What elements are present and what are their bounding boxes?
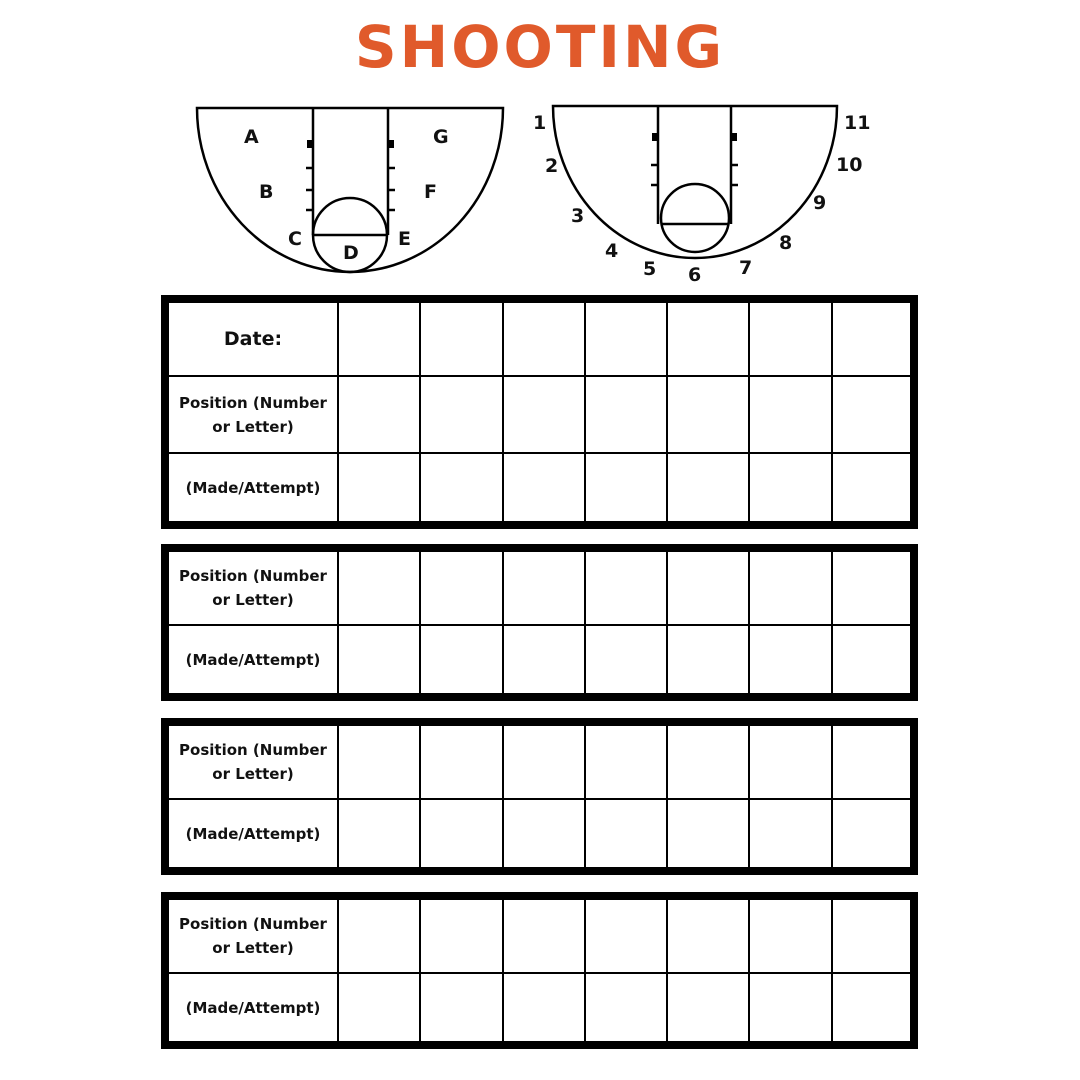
entry-cell[interactable] (503, 376, 585, 453)
made-attempt-row (165, 973, 914, 1045)
entry-cell[interactable] (667, 376, 749, 453)
entry-cell[interactable] (749, 973, 831, 1045)
entry-cell[interactable] (338, 896, 420, 973)
spot-label: 2 (545, 155, 559, 177)
spot-label: 5 (643, 258, 657, 280)
entry-cell[interactable] (503, 453, 585, 525)
spot-label: E (398, 228, 411, 250)
entry-cell[interactable] (503, 896, 585, 973)
spot-label: 4 (605, 240, 619, 262)
entry-cell[interactable] (420, 453, 502, 525)
made-attempt-label: (Made/Attempt) (165, 625, 338, 697)
entry-cell[interactable] (338, 376, 420, 453)
entry-cell[interactable] (503, 299, 585, 376)
spot-label: 6 (688, 264, 702, 286)
entry-cell[interactable] (420, 548, 502, 625)
entry-cell[interactable] (667, 973, 749, 1045)
entry-cell[interactable] (667, 453, 749, 525)
entry-cell[interactable] (585, 799, 667, 871)
spot-label: 10 (836, 154, 863, 176)
position-row (165, 722, 914, 799)
entry-cell[interactable] (832, 722, 914, 799)
entry-cell[interactable] (832, 625, 914, 697)
entry-cell[interactable] (832, 799, 914, 871)
spot-label: 1 (533, 112, 547, 134)
position-row (165, 548, 914, 625)
made-attempt-row (165, 625, 914, 697)
position-label: Position (Number or Letter) (179, 567, 327, 609)
entry-cell[interactable] (667, 722, 749, 799)
entry-cell[interactable] (749, 896, 831, 973)
entry-cell[interactable] (338, 299, 420, 376)
made-attempt-label: (Made/Attempt) (165, 973, 338, 1045)
shot-log-table-4 (161, 892, 918, 1049)
entry-cell[interactable] (338, 722, 420, 799)
entry-cell[interactable] (832, 896, 914, 973)
entry-cell[interactable] (832, 453, 914, 525)
entry-cell[interactable] (749, 548, 831, 625)
entry-cell[interactable] (338, 453, 420, 525)
entry-cell[interactable] (420, 722, 502, 799)
position-row (165, 376, 914, 453)
date-label: Date: (165, 299, 338, 376)
date-row (165, 299, 914, 376)
entry-cell[interactable] (420, 973, 502, 1045)
entry-cell[interactable] (420, 376, 502, 453)
entry-cell[interactable] (420, 896, 502, 973)
entry-cell[interactable] (667, 625, 749, 697)
entry-cell[interactable] (338, 799, 420, 871)
entry-cell[interactable] (585, 453, 667, 525)
entry-cell[interactable] (338, 625, 420, 697)
made-attempt-label: (Made/Attempt) (165, 799, 338, 871)
entry-cell[interactable] (832, 973, 914, 1045)
entry-cell[interactable] (749, 722, 831, 799)
shot-log-table-3 (161, 718, 918, 875)
spot-label: C (288, 228, 302, 250)
entry-cell[interactable] (503, 799, 585, 871)
position-label: Position (Number or Letter) (179, 915, 327, 957)
entry-cell[interactable] (585, 722, 667, 799)
entry-cell[interactable] (749, 799, 831, 871)
entry-cell[interactable] (585, 973, 667, 1045)
spot-label: 3 (571, 205, 585, 227)
entry-cell[interactable] (420, 625, 502, 697)
shot-log-table-2 (161, 544, 918, 701)
made-attempt-label: (Made/Attempt) (165, 453, 338, 525)
numbered-court-diagram (525, 100, 885, 290)
entry-cell[interactable] (667, 299, 749, 376)
lettered-court-diagram (190, 100, 510, 280)
position-row (165, 896, 914, 973)
entry-cell[interactable] (503, 722, 585, 799)
entry-cell[interactable] (585, 376, 667, 453)
entry-cell[interactable] (503, 548, 585, 625)
entry-cell[interactable] (503, 973, 585, 1045)
page-title: SHOOTING (354, 13, 726, 81)
entry-cell[interactable] (667, 896, 749, 973)
made-attempt-row (165, 799, 914, 871)
spot-label: B (259, 181, 274, 203)
entry-cell[interactable] (420, 299, 502, 376)
entry-cell[interactable] (667, 799, 749, 871)
spot-label: 7 (739, 257, 753, 279)
entry-cell[interactable] (585, 625, 667, 697)
spot-label: 11 (844, 112, 871, 134)
entry-cell[interactable] (585, 299, 667, 376)
spot-label: G (433, 126, 449, 148)
entry-cell[interactable] (667, 548, 749, 625)
entry-cell[interactable] (832, 376, 914, 453)
spot-label: A (244, 126, 259, 148)
spot-label: 8 (779, 232, 793, 254)
shot-log-table-1 (161, 295, 918, 529)
spot-label: 9 (813, 192, 827, 214)
entry-cell[interactable] (585, 548, 667, 625)
entry-cell[interactable] (420, 799, 502, 871)
made-attempt-row (165, 453, 914, 525)
entry-cell[interactable] (832, 548, 914, 625)
position-label: Position (Number or Letter) (179, 741, 327, 783)
entry-cell[interactable] (749, 453, 831, 525)
entry-cell[interactable] (832, 299, 914, 376)
spot-label: D (343, 242, 359, 264)
entry-cell[interactable] (749, 625, 831, 697)
position-label: Position (Number or Letter) (179, 393, 327, 436)
entry-cell[interactable] (585, 896, 667, 973)
entry-cell[interactable] (749, 376, 831, 453)
entry-cell[interactable] (338, 973, 420, 1045)
entry-cell[interactable] (503, 625, 585, 697)
spot-label: F (424, 181, 437, 203)
entry-cell[interactable] (749, 299, 831, 376)
entry-cell[interactable] (338, 548, 420, 625)
